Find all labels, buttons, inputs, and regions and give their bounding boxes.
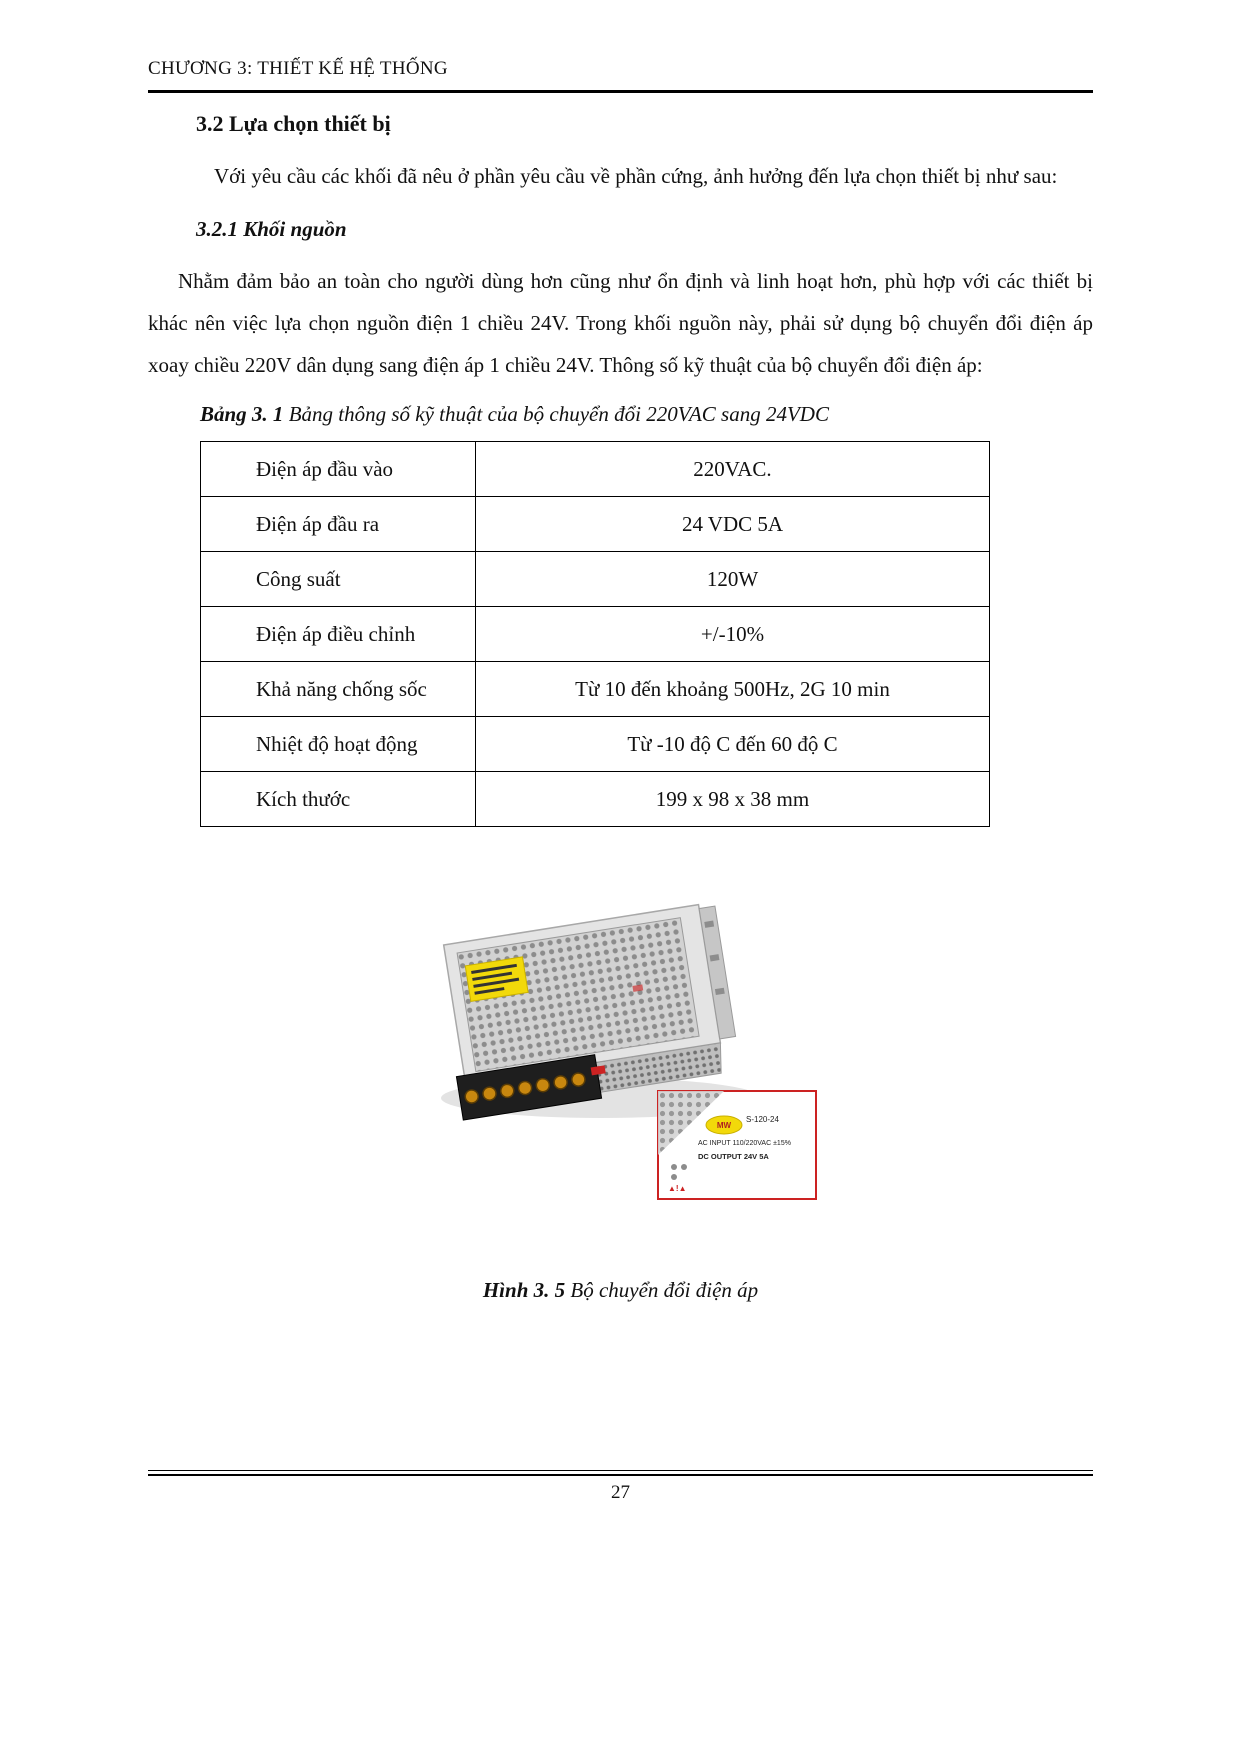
section-heading: 3.2 Lựa chọn thiết bị <box>196 111 391 136</box>
svg-text:DC OUTPUT 24V 5A: DC OUTPUT 24V 5A <box>697 1152 769 1161</box>
row-label: Khả năng chống sốc <box>201 662 476 717</box>
row-label: Kích thước <box>201 772 476 827</box>
paragraph-1: Với yêu cầu các khối đã nêu ở phần yêu cầu về phần cứng, ảnh hưởng đến lựa chọn thiết bị như sau: <box>214 164 1058 188</box>
table-caption-label: Bảng 3. 1 <box>200 402 284 426</box>
figure <box>148 893 1093 1303</box>
svg-text:▲!▲: ▲!▲ <box>667 1184 686 1193</box>
paragraph-2: Nhằm đảm bảo an toàn cho người dùng hơn cũng như ổn định và linh hoạt hơn, phù hợp với các thiết bị khác nên việc lựa chọn nguồn điện 1 chiều 24V. Trong khối nguồn này, phải sử dụng bộ chuyển đổi điện áp xoay chiều 220V dân dụng sang điện áp 1 chiều 24V. Thông số kỹ thuật của bộ chuyển đổi điện áp: <box>148 269 1093 377</box>
svg-text:AC INPUT 110/220VAC ±15%: AC INPUT 110/220VAC ±15% <box>697 1140 791 1147</box>
header-rule <box>148 90 1093 93</box>
row-label: Nhiệt độ hoạt động <box>201 717 476 772</box>
row-value: 120W <box>476 552 990 607</box>
row-value: Từ 10 đến khoảng 500Hz, 2G 10 min <box>476 662 990 717</box>
spec-table <box>200 441 990 827</box>
figure-caption-label: Hình 3. 5 <box>482 1278 566 1302</box>
figure-caption-text: Bộ chuyển đổi điện áp <box>570 1278 759 1302</box>
row-value: Từ -10 độ C đến 60 độ C <box>476 717 990 772</box>
table-row <box>201 607 990 662</box>
power-supply-photo <box>406 893 836 1213</box>
row-label: Điện áp đầu ra <box>201 497 476 552</box>
label-inset <box>658 1091 816 1199</box>
table-row <box>201 552 990 607</box>
subsection-heading: 3.2.1 Khối nguồn <box>196 217 347 241</box>
row-value: +/-10% <box>476 607 990 662</box>
table-row <box>201 717 990 772</box>
svg-text:S-120-24: S-120-24 <box>745 1115 779 1124</box>
table-caption <box>200 402 1093 427</box>
page-number: 27 <box>611 1482 630 1503</box>
row-label: Công suất <box>201 552 476 607</box>
table-row <box>201 662 990 717</box>
figure-caption <box>148 1278 1093 1303</box>
row-label: Điện áp đầu vào <box>201 442 476 497</box>
table-row <box>201 772 990 827</box>
footer-rule-thin <box>148 1470 1093 1471</box>
row-value: 24 VDC 5A <box>476 497 990 552</box>
running-header: CHƯƠNG 3: THIẾT KẾ HỆ THỐNG <box>148 58 448 79</box>
page-footer <box>148 1470 1093 1504</box>
table-caption-text: Bảng thông số kỹ thuật của bộ chuyển đổi 220VAC sang 24VDC <box>288 402 829 426</box>
row-value: 220VAC. <box>476 442 990 497</box>
table-row <box>201 497 990 552</box>
footer-rule-thick <box>148 1474 1093 1476</box>
svg-text:MW: MW <box>716 1121 731 1130</box>
row-label: Điện áp điều chỉnh <box>201 607 476 662</box>
table-row <box>201 442 990 497</box>
row-value: 199 x 98 x 38 mm <box>476 772 990 827</box>
